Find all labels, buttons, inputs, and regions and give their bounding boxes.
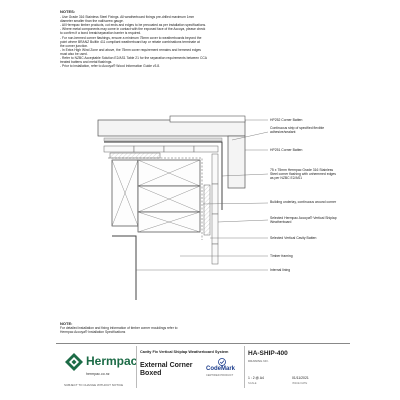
note-line: to confirm if a bond break/separation barrier is required.	[60, 31, 142, 36]
note-line: - In Extra High Wind Zone and above, the 75mm cover requirement remains and hemmed edges	[60, 47, 201, 52]
timber-framing	[112, 160, 200, 232]
system-name: Cavity Fix Vertical Shiplap Weatherboard System	[140, 350, 229, 354]
callout-hp252: HP252 Corner Batten	[270, 118, 303, 122]
note-line: - Refer to NZBC Acceptable Solution E2/AS1 Table 21 for the separation requirements between CCA	[60, 56, 207, 61]
brand-disclaimer: SUBJECT TO CHANGE WITHOUT NOTICE	[64, 383, 124, 387]
callout-timber-framing: Timber framing	[270, 254, 293, 258]
weatherboards-right	[212, 154, 218, 264]
issue-date-label: ISSUE DATE	[292, 382, 308, 385]
note-line: - Prior to installation, refer to Accoya® Wood Information Guide v3.8.	[60, 64, 161, 69]
note-line: - Use Grade 316 Stainless Steel Fixings. All weatherboard fixings pre-drilled maximum 1mm	[60, 15, 195, 20]
cavity-batten-top	[110, 153, 160, 158]
note-line: - All Hermpac timber products, cut ends and edges to be precoated as per installation specifications.	[60, 23, 207, 28]
batten-cap	[170, 116, 245, 122]
note-line: the corner junction.	[60, 43, 89, 48]
note2-heading: NOTE:	[60, 321, 73, 326]
drawing-title-line1: External Corner	[140, 362, 193, 369]
callout-cavity-batten: Selected Vertical Cavity Batten	[270, 236, 317, 240]
callout-flashing: 75 x 75mm Hermpac Grade 316 Stainless Steel corner flashing with unhemmed edges as per NZBC E2/AS1	[270, 168, 336, 181]
brand-url: hermpac.co.nz	[86, 372, 110, 376]
note-line: - Where metal components may come in contact with the exposed face of the Accoya, please check	[60, 27, 206, 32]
note-line: point where BRANZ BuiltIn 411 compliant weatherboard tap or rebate combinations terminate at	[60, 39, 200, 44]
weatherboards-top	[104, 146, 218, 152]
note2-line: For detailed installation and fixing information of timber corner mouldings refer to	[60, 326, 178, 331]
internal-lining	[112, 236, 136, 300]
sealant-strip	[104, 138, 222, 141]
callout-weatherboard: Selected Hermpac Accoya® Vertical Shiplap Weatherboard	[270, 216, 337, 225]
drawing-code: HA-SHIP-400	[248, 350, 288, 357]
callout-sealant: Continuous strip of specified flexible adhesive/sealant	[270, 126, 325, 135]
drawing-code-label: DRAWING NO.	[248, 359, 269, 363]
scale-value: 1 : 2 @ A4	[248, 376, 264, 380]
hp251-corner-batten	[228, 136, 245, 188]
callout-underlay: Building underlay, continuous around corner	[270, 200, 337, 204]
installation-note	[60, 322, 300, 334]
title-block	[56, 343, 350, 390]
notes-heading: NOTES:	[60, 9, 76, 14]
hp252-corner-batten	[98, 120, 245, 136]
note-line: treated battens and metal flashings.	[60, 60, 113, 65]
title-block-divider	[136, 346, 137, 388]
scale-label: SCALE	[248, 382, 257, 385]
note2-line: Hermpac Accoya® Installation Specifications	[60, 330, 126, 335]
issue-date: 01/11/2021	[292, 376, 309, 380]
brand-name: Hermpac	[86, 354, 138, 368]
title-block-divider	[244, 346, 245, 388]
codemark-sub: CERTIFIED PRODUCT	[206, 374, 234, 377]
note-line: - For non-bermed corner flashings, ensure a minimum 75mm cover to weatherboards beyond the	[60, 35, 202, 40]
hermpac-logo-icon	[64, 352, 84, 372]
callout-internal-lining: Internal lining	[270, 268, 291, 272]
note-line: diameter smaller than the nail/screw gauge.	[60, 19, 124, 24]
codemark-label: CodeMark	[206, 366, 236, 372]
callout-hp251: HP251 Corner Batten	[270, 148, 303, 152]
drawing-title	[140, 362, 193, 378]
note-line: must also be used.	[60, 51, 88, 56]
codemark-icon	[218, 358, 226, 366]
cavity-batten-right	[204, 185, 210, 235]
drawing-title-line2: Boxed	[140, 370, 162, 377]
